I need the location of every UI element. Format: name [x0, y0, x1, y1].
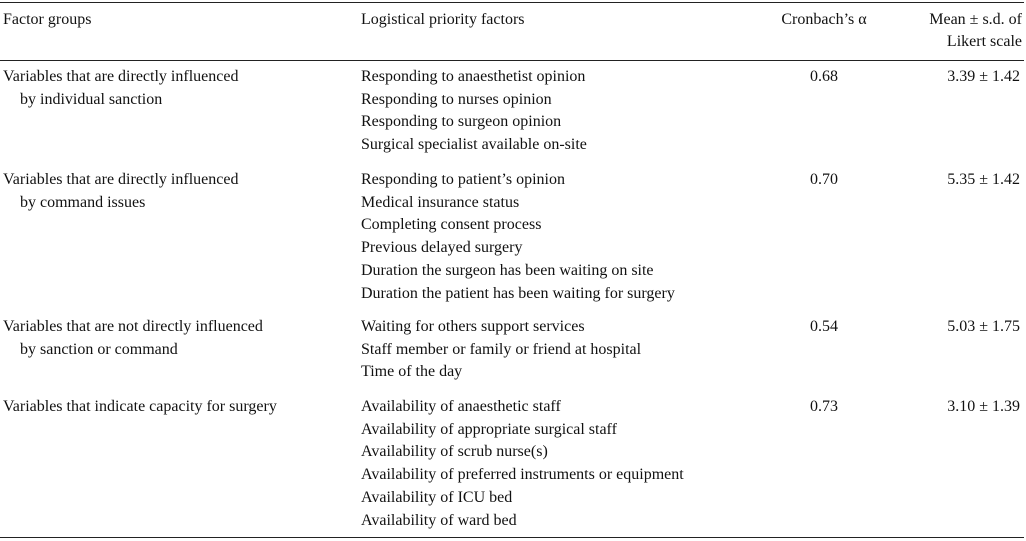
table-row-4-factors: [361, 396, 741, 532]
group-label-line2: by individual sanction: [20, 90, 163, 108]
group-label-line1: Variables that indicate capacity for surgery: [3, 398, 277, 415]
table-row-2-alpha: 0.70: [810, 171, 838, 188]
table-bottom-rule: [0, 537, 1024, 538]
table-row-3-group: [3, 316, 343, 361]
header-mean-line1: Mean ± s.d. of: [929, 11, 1022, 28]
header-mean-sd: [900, 9, 1022, 53]
table-top-rule: [0, 2, 1024, 3]
table-row-4-group: [3, 396, 343, 419]
factor-item: Availability of ICU bed: [361, 488, 513, 506]
table-row-3-mean: 5.03 ± 1.75: [947, 318, 1020, 335]
header-rule: [0, 60, 1024, 61]
group-label-line2: by command issues: [20, 193, 146, 211]
group-label-line1: Variables that are directly influenced: [3, 171, 239, 188]
group-label-line2: by sanction or command: [20, 340, 178, 358]
group-label-line1: Variables that are not directly influenced: [3, 318, 263, 335]
table-row-1-factors: [361, 66, 741, 157]
table-row-3-alpha: 0.54: [810, 318, 838, 335]
table-row-2-group: [3, 169, 343, 214]
factor-item: Responding to anaesthetist opinion: [361, 68, 586, 85]
factor-item: Duration the patient has been waiting for surgery: [361, 284, 675, 302]
table-row-3-factors: [361, 316, 741, 384]
header-mean-line2: Likert scale: [946, 33, 1022, 50]
factor-item: Responding to patient’s opinion: [361, 171, 565, 188]
header-priority-factors: Logistical priority factors: [361, 11, 525, 28]
header-factor-groups: Factor groups: [3, 11, 92, 28]
group-label-line1: Variables that are directly influenced: [3, 68, 239, 85]
factor-item: Completing consent process: [361, 216, 542, 234]
table-row-4-alpha: 0.73: [810, 398, 838, 415]
factor-item: Availability of scrub nurse(s): [361, 443, 548, 461]
factor-item: Availability of ward bed: [361, 511, 517, 529]
header-cronbach-alpha: Cronbach’s α: [781, 11, 867, 28]
table-row-2-mean: 5.35 ± 1.42: [947, 171, 1020, 188]
factor-item: Previous delayed surgery: [361, 239, 523, 257]
factor-item: Staff member or family or friend at hospital: [361, 340, 642, 358]
factor-item: Availability of preferred instruments or equipment: [361, 466, 684, 484]
table-row-1-group: [3, 66, 343, 111]
table-row-4-mean: 3.10 ± 1.39: [947, 398, 1020, 415]
factor-item: Availability of appropriate surgical staff: [361, 420, 617, 438]
factor-item: Responding to surgeon opinion: [361, 113, 562, 131]
factor-item: Surgical specialist available on-site: [361, 136, 587, 154]
factor-item: Waiting for others support services: [361, 318, 585, 335]
factor-item: Medical insurance status: [361, 193, 520, 211]
table-row-1-mean: 3.39 ± 1.42: [947, 68, 1020, 85]
factor-item: Availability of anaesthetic staff: [361, 398, 561, 415]
table-row-1-alpha: 0.68: [810, 68, 838, 85]
factor-item: Duration the surgeon has been waiting on site: [361, 261, 654, 279]
table-row-2-factors: [361, 169, 741, 305]
factor-item: Responding to nurses opinion: [361, 90, 552, 108]
factor-item: Time of the day: [361, 363, 463, 381]
